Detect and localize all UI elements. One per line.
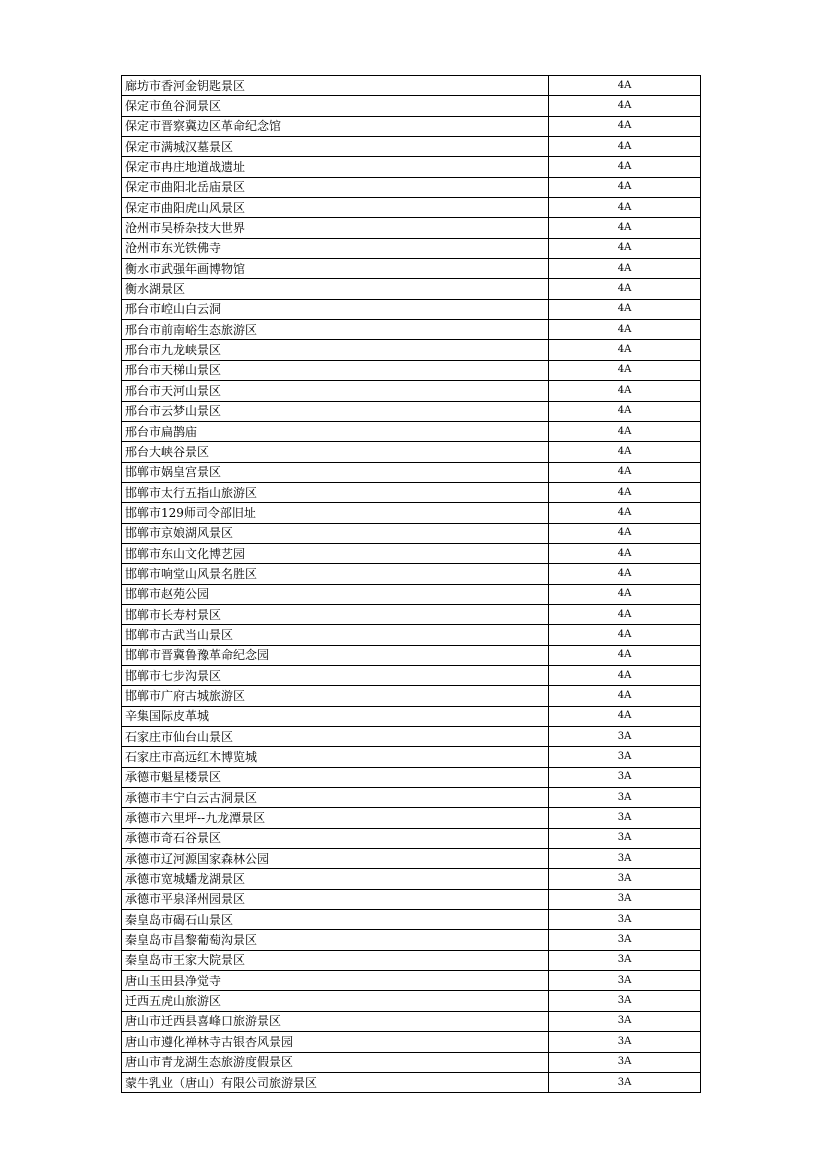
table-row (122, 869, 701, 889)
scenic-area-grade-cell: 3A (549, 1032, 701, 1052)
scenic-area-grade-cell: 4A (549, 238, 701, 258)
scenic-area-grade-cell: 4A (549, 116, 701, 136)
scenic-area-name-cell: 邯郸市东山文化博艺园 (122, 543, 549, 563)
scenic-area-grade-cell: 4A (549, 279, 701, 299)
scenic-area-name-cell: 邢台大峡谷景区 (122, 442, 549, 462)
table-row (122, 910, 701, 930)
table-row (122, 218, 701, 238)
scenic-area-grade-cell: 3A (549, 727, 701, 747)
scenic-area-grade-cell: 4A (549, 523, 701, 543)
scenic-area-name-cell: 邯郸市晋冀鲁豫革命纪念园 (122, 645, 549, 665)
scenic-area-name-cell: 邯郸市广府古城旅游区 (122, 686, 549, 706)
scenic-area-grade-cell: 3A (549, 930, 701, 950)
table-row (122, 584, 701, 604)
scenic-area-name-cell: 秦皇岛市碣石山景区 (122, 910, 549, 930)
scenic-area-grade-cell: 4A (549, 482, 701, 502)
scenic-area-name-cell: 唐山玉田县净觉寺 (122, 971, 549, 991)
scenic-area-grade-cell: 4A (549, 381, 701, 401)
table-row (122, 808, 701, 828)
table-row (122, 482, 701, 502)
table-row (122, 950, 701, 970)
scenic-area-grade-cell: 3A (549, 747, 701, 767)
scenic-area-grade-cell: 4A (549, 686, 701, 706)
scenic-area-grade-cell: 4A (549, 177, 701, 197)
scenic-area-grade-cell: 4A (549, 604, 701, 624)
scenic-area-grade-cell: 4A (549, 503, 701, 523)
scenic-area-grade-cell: 4A (549, 543, 701, 563)
table-row (122, 177, 701, 197)
scenic-area-name-cell: 衡水湖景区 (122, 279, 549, 299)
scenic-area-grade-cell: 4A (549, 96, 701, 116)
table-row (122, 442, 701, 462)
scenic-area-name-cell: 唐山市青龙湖生态旅游度假景区 (122, 1052, 549, 1072)
scenic-area-grade-cell: 4A (549, 462, 701, 482)
scenic-area-name-cell: 承德市奇石谷景区 (122, 828, 549, 848)
scenic-area-grade-cell: 3A (549, 1072, 701, 1092)
scenic-area-grade-cell: 4A (549, 76, 701, 96)
table-row (122, 523, 701, 543)
scenic-area-name-cell: 保定市鱼谷洞景区 (122, 96, 549, 116)
scenic-area-grade-cell: 4A (549, 401, 701, 421)
table-row (122, 320, 701, 340)
scenic-area-grade-cell: 4A (549, 442, 701, 462)
scenic-area-name-cell: 邯郸市七步沟景区 (122, 665, 549, 685)
scenic-area-name-cell: 邯郸市娲皇宫景区 (122, 462, 549, 482)
table-row (122, 76, 701, 96)
scenic-area-grade-cell: 4A (549, 421, 701, 441)
scenic-area-grade-cell: 3A (549, 767, 701, 787)
scenic-area-name-cell: 辛集国际皮革城 (122, 706, 549, 726)
scenic-area-grade-cell: 4A (549, 198, 701, 218)
scenic-area-name-cell: 秦皇岛市王家大院景区 (122, 950, 549, 970)
scenic-area-name-cell: 唐山市遵化禅林寺古银杏风景园 (122, 1032, 549, 1052)
table-row (122, 381, 701, 401)
scenic-area-grade-cell: 4A (549, 645, 701, 665)
scenic-area-name-cell: 邯郸市129师司令部旧址 (122, 503, 549, 523)
scenic-area-grade-cell: 3A (549, 1052, 701, 1072)
scenic-area-name-cell: 邢台市扁鹊庙 (122, 421, 549, 441)
table-row (122, 116, 701, 136)
table-row (122, 259, 701, 279)
scenic-area-grade-cell: 4A (549, 157, 701, 177)
scenic-area-name-cell: 承德市辽河源国家森林公园 (122, 849, 549, 869)
table-row (122, 157, 701, 177)
scenic-area-grade-cell: 3A (549, 849, 701, 869)
table-row (122, 462, 701, 482)
table-row (122, 279, 701, 299)
scenic-area-grade-cell: 3A (549, 910, 701, 930)
table-row (122, 727, 701, 747)
scenic-area-table (121, 75, 701, 1093)
scenic-area-name-cell: 邯郸市长寿村景区 (122, 604, 549, 624)
scenic-area-name-cell: 保定市冉庄地道战遗址 (122, 157, 549, 177)
table-row (122, 1052, 701, 1072)
scenic-area-name-cell: 邯郸市响堂山风景名胜区 (122, 564, 549, 584)
scenic-area-name-cell: 邢台市崆山白云洞 (122, 299, 549, 319)
scenic-area-name-cell: 承德市六里坪--九龙潭景区 (122, 808, 549, 828)
scenic-area-name-cell: 保定市曲阳北岳庙景区 (122, 177, 549, 197)
table-row (122, 747, 701, 767)
scenic-area-name-cell: 邢台市天河山景区 (122, 381, 549, 401)
scenic-area-grade-cell: 4A (549, 259, 701, 279)
scenic-area-name-cell: 石家庄市仙台山景区 (122, 727, 549, 747)
scenic-area-name-cell: 承德市宽城蟠龙湖景区 (122, 869, 549, 889)
scenic-area-name-cell: 廊坊市香河金钥匙景区 (122, 76, 549, 96)
scenic-area-grade-cell: 3A (549, 889, 701, 909)
scenic-area-grade-cell: 3A (549, 869, 701, 889)
scenic-area-name-cell: 保定市满城汉墓景区 (122, 137, 549, 157)
table-row (122, 971, 701, 991)
scenic-area-grade-cell: 4A (549, 706, 701, 726)
table-row (122, 625, 701, 645)
table-row (122, 543, 701, 563)
scenic-area-grade-cell: 4A (549, 340, 701, 360)
scenic-area-name-cell: 石家庄市高远红木博览城 (122, 747, 549, 767)
scenic-area-name-cell: 承德市魁星楼景区 (122, 767, 549, 787)
table-row (122, 930, 701, 950)
scenic-area-name-cell: 保定市曲阳虎山风景区 (122, 198, 549, 218)
scenic-area-name-cell: 秦皇岛市昌黎葡萄沟景区 (122, 930, 549, 950)
table-row (122, 564, 701, 584)
scenic-area-name-cell: 衡水市武强年画博物馆 (122, 259, 549, 279)
scenic-area-name-cell: 迁西五虎山旅游区 (122, 991, 549, 1011)
scenic-area-grade-cell: 4A (549, 625, 701, 645)
scenic-area-grade-cell: 4A (549, 584, 701, 604)
table-row (122, 604, 701, 624)
scenic-area-grade-cell: 4A (549, 299, 701, 319)
table-row (122, 788, 701, 808)
scenic-area-name-cell: 唐山市迁西县喜峰口旅游景区 (122, 1011, 549, 1031)
table-row (122, 767, 701, 787)
scenic-area-grade-cell: 3A (549, 828, 701, 848)
scenic-area-name-cell: 承德市丰宁白云古洞景区 (122, 788, 549, 808)
table-row (122, 849, 701, 869)
scenic-area-name-cell: 蒙牛乳业（唐山）有限公司旅游景区 (122, 1072, 549, 1092)
table-row (122, 1072, 701, 1092)
table-row (122, 96, 701, 116)
table-row (122, 828, 701, 848)
table-row (122, 238, 701, 258)
table-row (122, 421, 701, 441)
scenic-area-name-cell: 沧州市吴桥杂技大世界 (122, 218, 549, 238)
table-row (122, 360, 701, 380)
scenic-area-grade-cell: 3A (549, 971, 701, 991)
table-row (122, 706, 701, 726)
table-row (122, 665, 701, 685)
scenic-area-grade-cell: 3A (549, 788, 701, 808)
scenic-area-grade-cell: 3A (549, 1011, 701, 1031)
scenic-area-grade-cell: 3A (549, 991, 701, 1011)
scenic-area-name-cell: 邢台市九龙峡景区 (122, 340, 549, 360)
table-row (122, 503, 701, 523)
table-row (122, 198, 701, 218)
scenic-area-name-cell: 邯郸市赵苑公园 (122, 584, 549, 604)
table-row (122, 1011, 701, 1031)
scenic-area-name-cell: 保定市晋察冀边区革命纪念馆 (122, 116, 549, 136)
table-row (122, 340, 701, 360)
table-row (122, 299, 701, 319)
table-row (122, 991, 701, 1011)
scenic-area-name-cell: 邯郸市太行五指山旅游区 (122, 482, 549, 502)
scenic-area-name-cell: 邢台市云梦山景区 (122, 401, 549, 421)
scenic-area-grade-cell: 4A (549, 665, 701, 685)
scenic-area-name-cell: 邯郸市京娘湖风景区 (122, 523, 549, 543)
table-row (122, 686, 701, 706)
scenic-area-grade-cell: 4A (549, 137, 701, 157)
table-row (122, 889, 701, 909)
scenic-area-grade-cell: 3A (549, 950, 701, 970)
scenic-area-name-cell: 邯郸市古武当山景区 (122, 625, 549, 645)
table-row (122, 1032, 701, 1052)
scenic-area-grade-cell: 3A (549, 808, 701, 828)
table-row (122, 401, 701, 421)
scenic-area-name-cell: 承德市平泉泽州园景区 (122, 889, 549, 909)
scenic-area-grade-cell: 4A (549, 360, 701, 380)
scenic-area-name-cell: 邢台市前南峪生态旅游区 (122, 320, 549, 340)
scenic-area-grade-cell: 4A (549, 320, 701, 340)
scenic-area-grade-cell: 4A (549, 218, 701, 238)
scenic-area-name-cell: 沧州市东光铁佛寺 (122, 238, 549, 258)
table-body (122, 76, 701, 1093)
table-row (122, 137, 701, 157)
table-row (122, 645, 701, 665)
scenic-area-grade-cell: 4A (549, 564, 701, 584)
scenic-area-name-cell: 邢台市天梯山景区 (122, 360, 549, 380)
